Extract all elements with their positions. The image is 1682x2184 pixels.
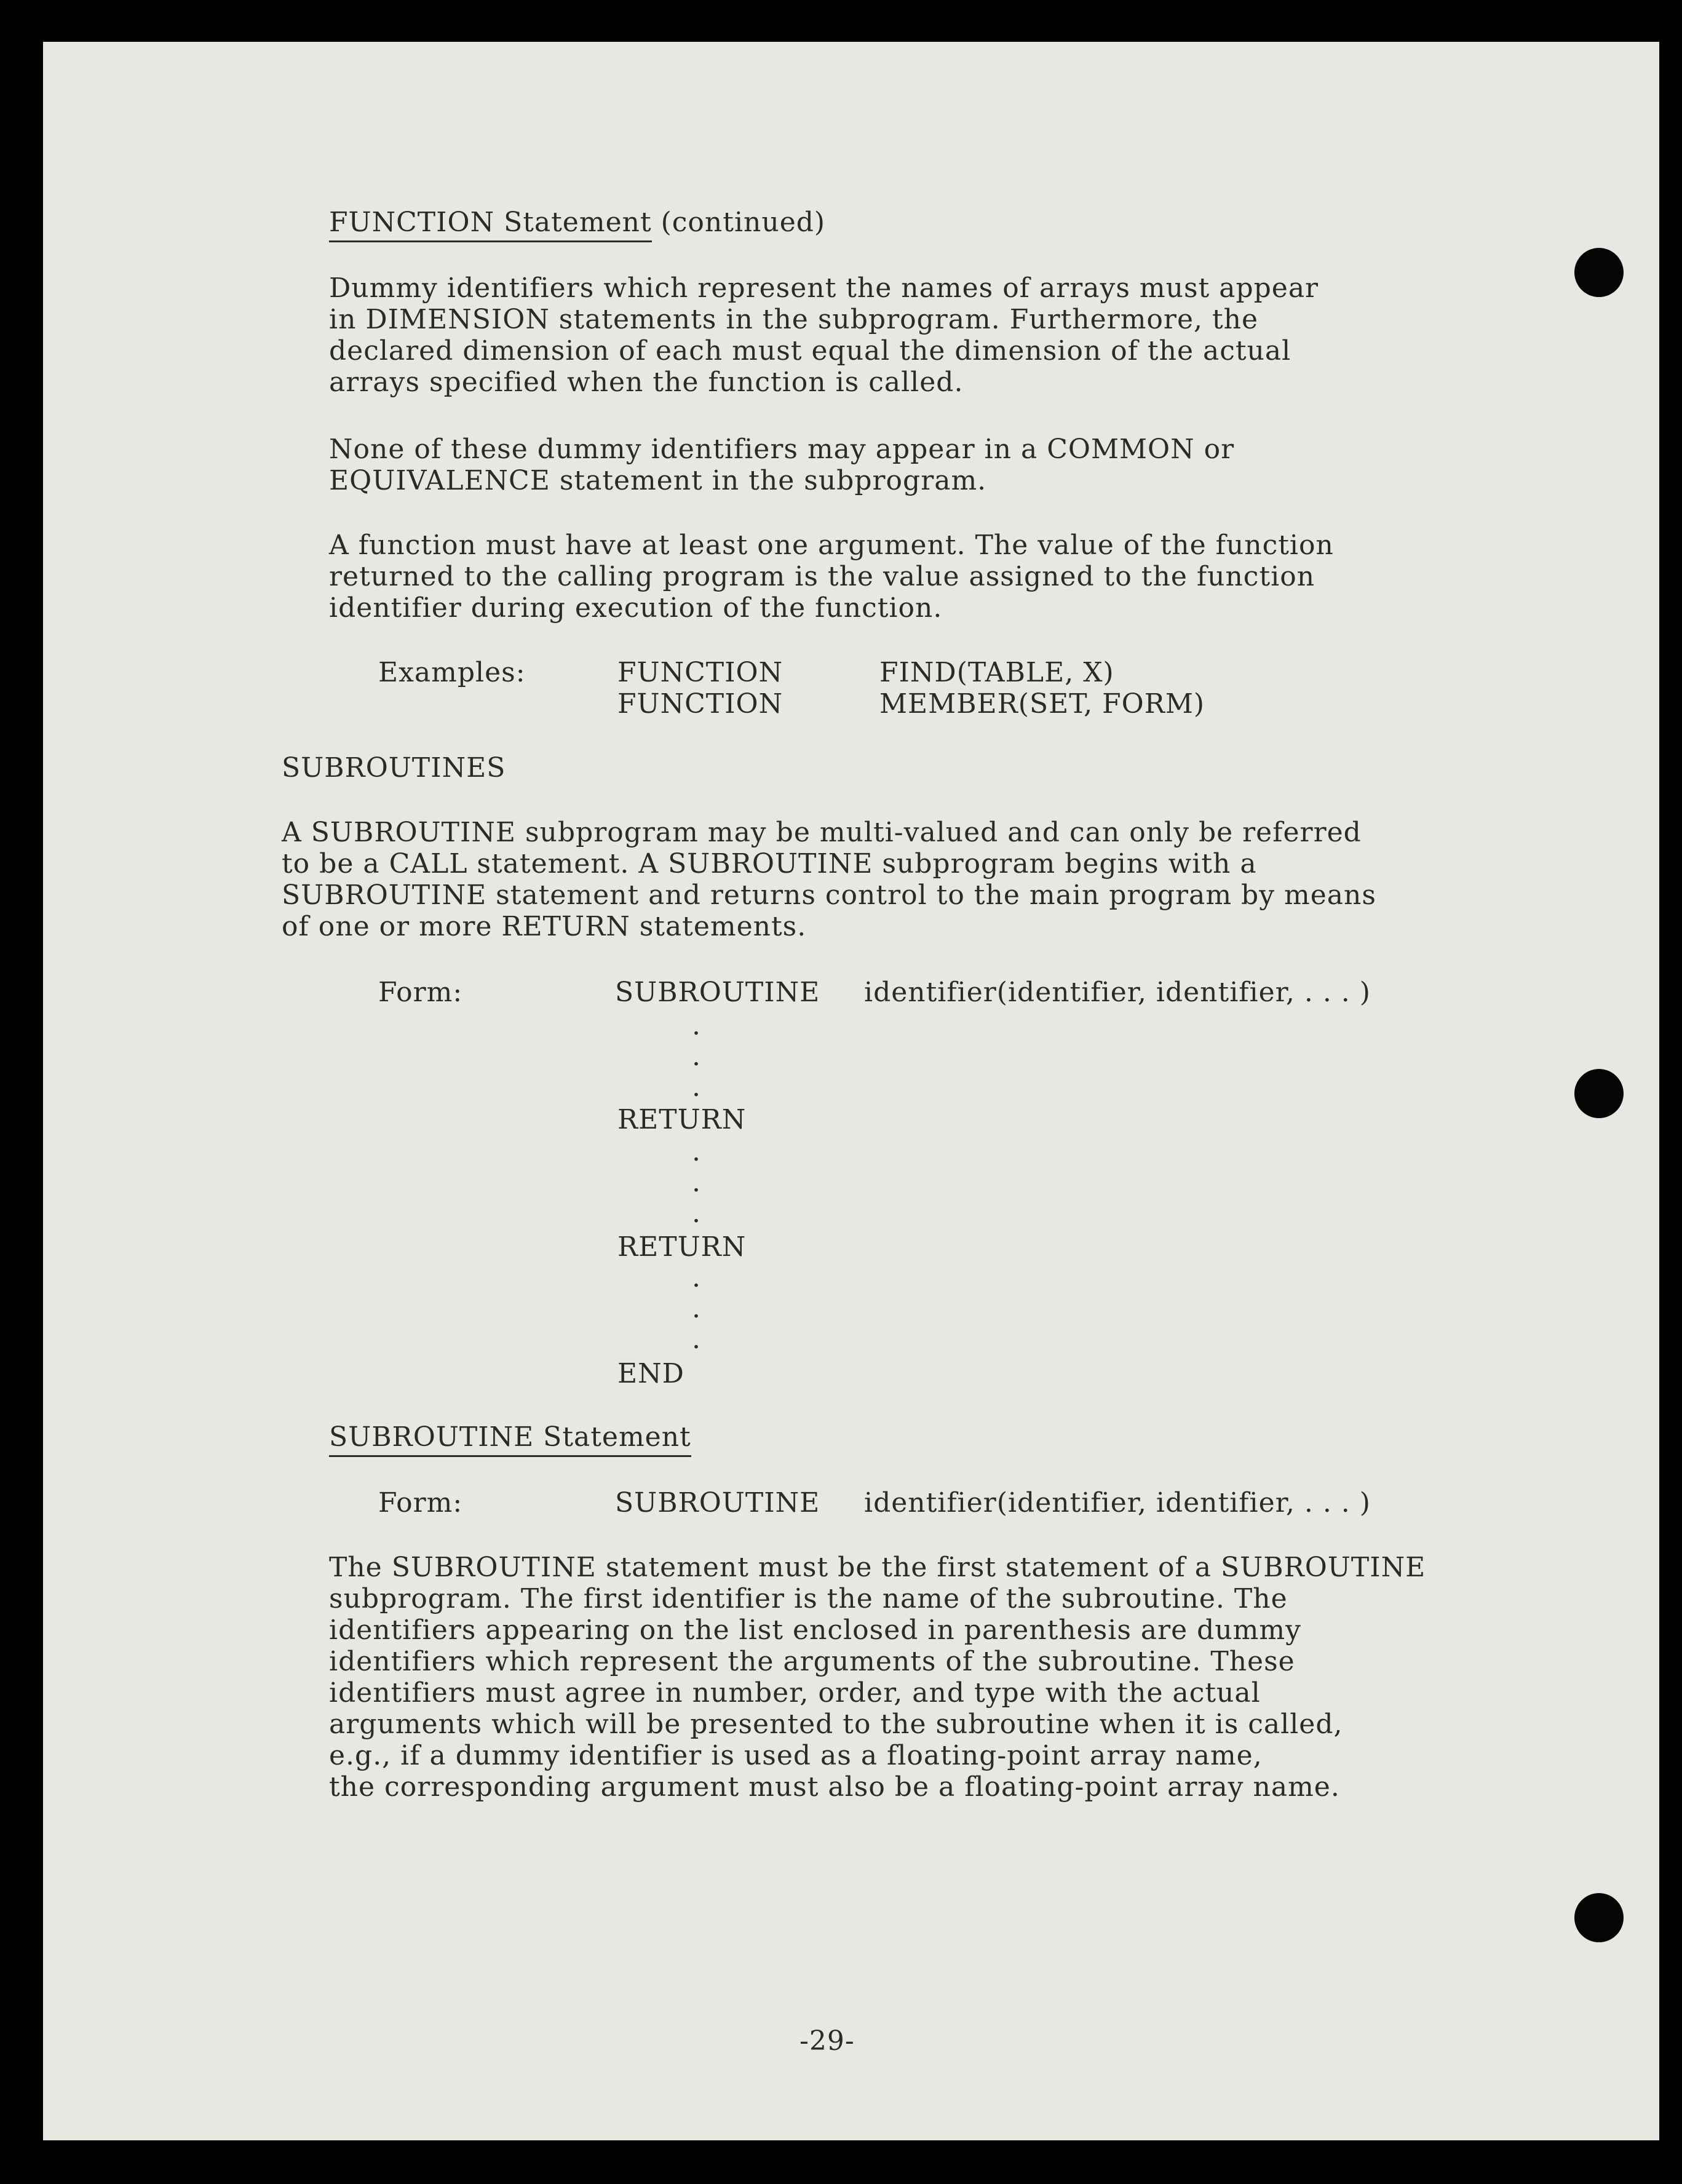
- para2-line1: None of these dummy identifiers may appear in a COMMON or: [329, 434, 1235, 465]
- form-label: Form:: [378, 977, 463, 1008]
- example-1-call: FIND(TABLE, X): [879, 657, 1114, 688]
- document-page: [43, 42, 1659, 2140]
- end-statement: END: [617, 1358, 684, 1389]
- para5-line6: arguments which will be presented to the subroutine when it is called,: [329, 1709, 1343, 1740]
- form2-keyword: SUBROUTINE: [615, 1487, 820, 1519]
- para5-line8: the corresponding argument must also be a floating-point array name.: [329, 1771, 1340, 1803]
- para5-line3: identifiers appearing on the list enclosed in parenthesis are dummy: [329, 1614, 1301, 1646]
- return-statement-1: RETURN: [617, 1104, 747, 1135]
- ellipsis-dot: .: [692, 1293, 700, 1324]
- example-2-keyword: FUNCTION: [617, 688, 783, 720]
- function-heading: FUNCTION Statement: [329, 207, 652, 242]
- para4-line1: A SUBROUTINE subprogram may be multi-valued and can only be referred: [282, 817, 1362, 848]
- examples-label: Examples:: [378, 657, 526, 688]
- para5-line1: The SUBROUTINE statement must be the first statement of a SUBROUTINE: [329, 1552, 1426, 1583]
- ellipsis-dot: .: [692, 1010, 700, 1041]
- para3-line2: returned to the calling program is the value assigned to the function: [329, 561, 1315, 592]
- punch-hole-middle: [1574, 1069, 1624, 1118]
- punch-hole-top: [1574, 248, 1624, 297]
- para3-line3: identifier during execution of the function.: [329, 592, 943, 624]
- para4-line4: of one or more RETURN statements.: [282, 911, 807, 942]
- para2-line2: EQUIVALENCE statement in the subprogram.: [329, 465, 987, 496]
- para5-line2: subprogram. The first identifier is the name of the subroutine. The: [329, 1583, 1288, 1614]
- form-args: identifier(identifier, identifier, . . . ): [864, 977, 1371, 1008]
- para1-line4: arrays specified when the function is called.: [329, 367, 964, 398]
- form2-args: identifier(identifier, identifier, . . . ): [864, 1487, 1371, 1519]
- para4-line2: to be a CALL statement. A SUBROUTINE subprogram begins with a: [282, 848, 1257, 880]
- subroutines-heading: SUBROUTINES: [282, 752, 506, 784]
- subroutine-statement-heading: SUBROUTINE Statement: [329, 1421, 691, 1457]
- para5-line7: e.g., if a dummy identifier is used as a floating-point array name,: [329, 1740, 1263, 1771]
- para1-line3: declared dimension of each must equal the dimension of the actual: [329, 335, 1291, 367]
- punch-hole-bottom: [1574, 1893, 1624, 1942]
- return-statement-2: RETURN: [617, 1231, 747, 1263]
- form-keyword: SUBROUTINE: [615, 977, 820, 1008]
- para4-line3: SUBROUTINE statement and returns control to the main program by means: [282, 880, 1376, 911]
- ellipsis-dot: .: [692, 1197, 700, 1229]
- para5-line4: identifiers which represent the arguments of the subroutine. These: [329, 1646, 1295, 1677]
- ellipsis-dot: .: [692, 1136, 700, 1167]
- ellipsis-dot: .: [692, 1262, 700, 1293]
- function-heading-line: [329, 207, 825, 238]
- function-heading-suffix: (continued): [661, 207, 826, 238]
- para3-line1: A function must have at least one argument. The value of the function: [329, 530, 1334, 561]
- ellipsis-dot: .: [692, 1324, 700, 1355]
- subroutine-statement-heading-line: [329, 1421, 691, 1453]
- para1-line1: Dummy identifiers which represent the names of arrays must appear: [329, 272, 1319, 304]
- para1-line2: in DIMENSION statements in the subprogram. Furthermore, the: [329, 304, 1259, 335]
- example-1-keyword: FUNCTION: [617, 657, 783, 688]
- example-2-call: MEMBER(SET, FORM): [879, 688, 1205, 720]
- ellipsis-dot: .: [692, 1071, 700, 1103]
- ellipsis-dot: .: [692, 1041, 700, 1072]
- ellipsis-dot: .: [692, 1167, 700, 1198]
- form2-label: Form:: [378, 1487, 463, 1519]
- para5-line5: identifiers must agree in number, order, and type with the actual: [329, 1677, 1261, 1709]
- page-number: -29-: [799, 2025, 855, 2057]
